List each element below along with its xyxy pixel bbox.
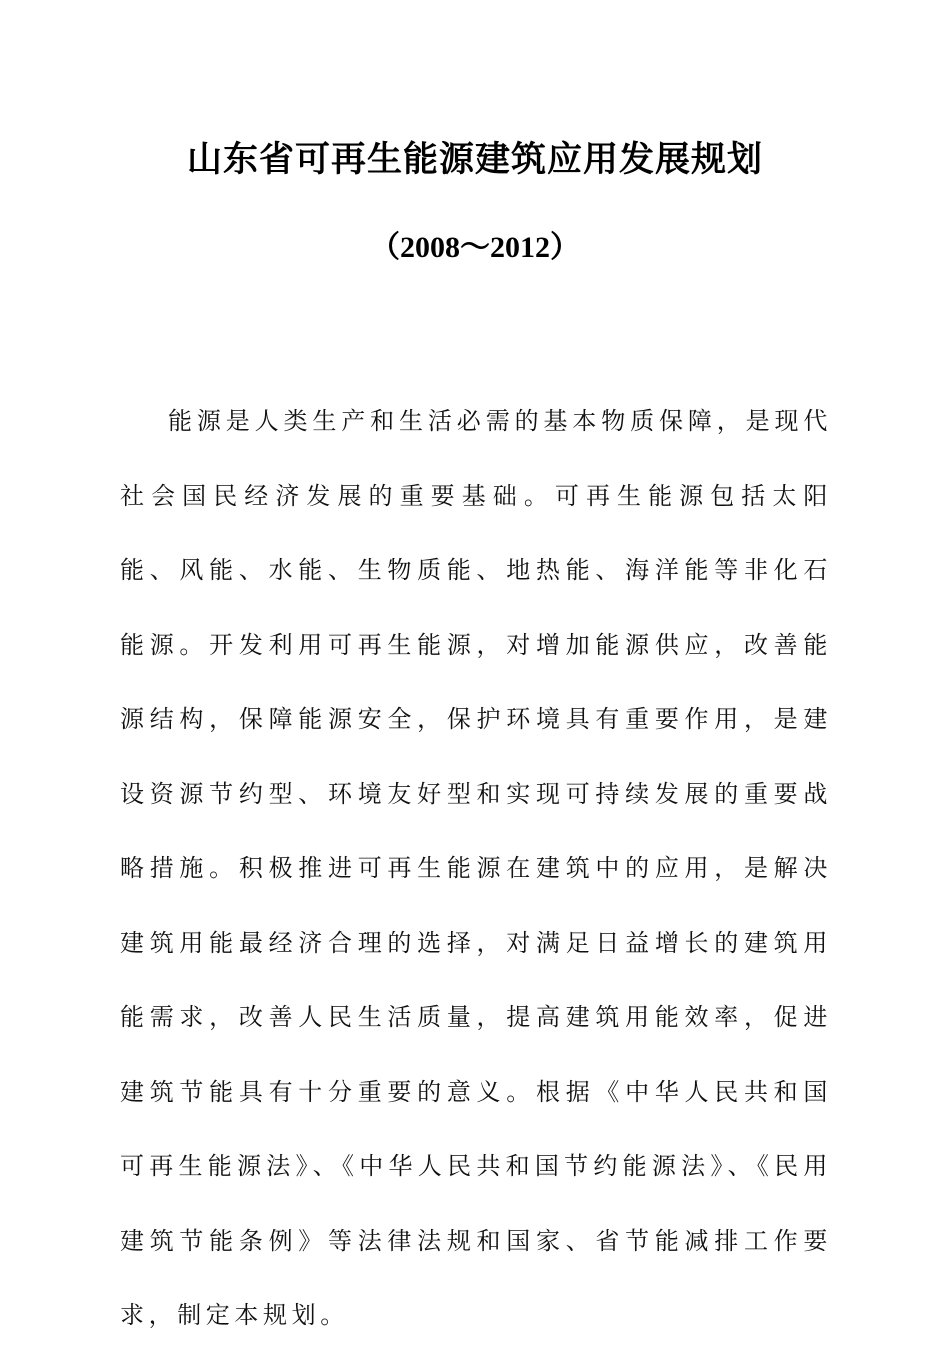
document-title: 山东省可再生能源建筑应用发展规划 xyxy=(186,140,763,180)
document-subtitle: （2008～2012） xyxy=(370,231,580,264)
body-paragraph: 能源是人类生产和生活必需的基本物质保障，是现代社会国民经济发展的重要基础。可再生能源包括太阳能、风能、水能、生物质能、地热能、海洋能等非化石能源。开发利用可再生能源，对增加能源供应，改善能源结构，保障能源安全，保护环境具有重要作用，是建设资源节约型、环境友好型和实现可持续发展的重要战略措施。积极推进可再生能源在建筑中的应用，是解决建筑用能最经济合理的选择，对满足日益增长的建筑用能需求，改善人民生活质量，提高建筑用能效率，促进建筑节能具有十分重要的意义。根据《中华人民共和国可再生能源法》、《中华人民共和国节约能源法》、《民用建筑节能条例》等法律法规和国家、省节能减排工作要求，制定本规划。 xyxy=(120,407,832,1329)
